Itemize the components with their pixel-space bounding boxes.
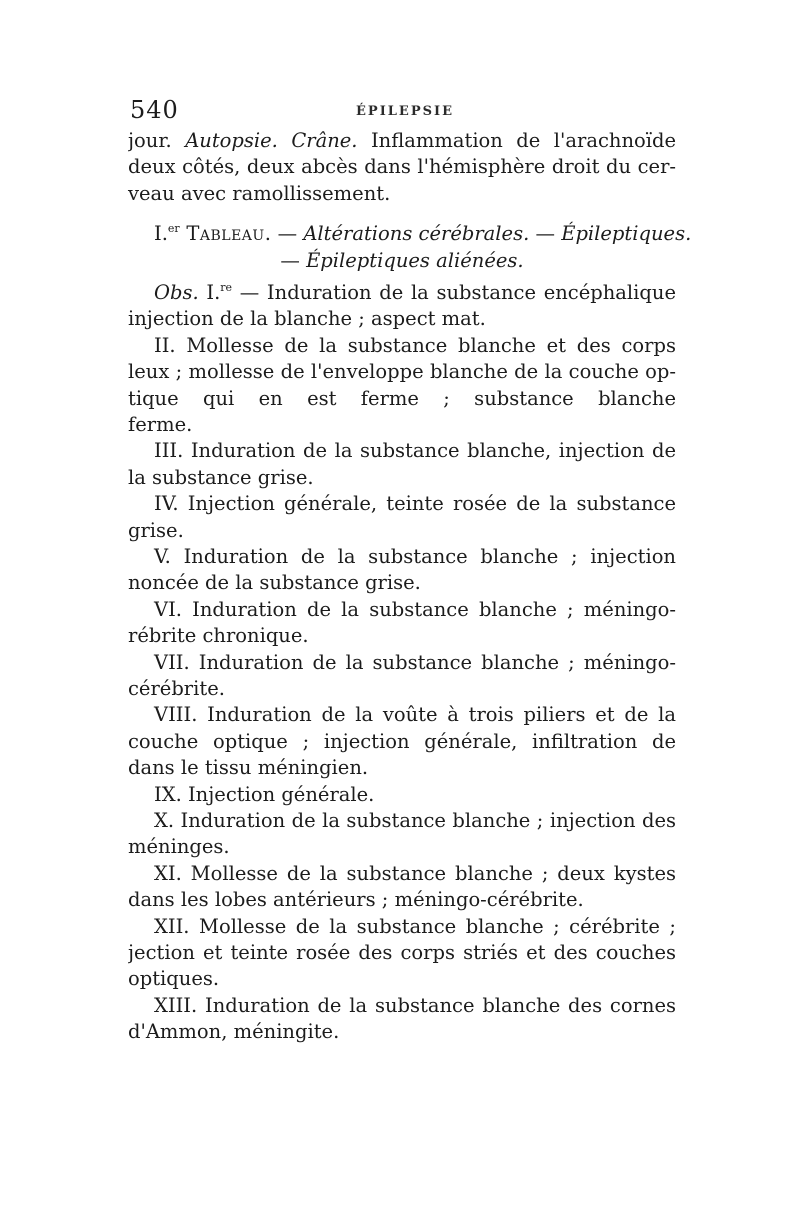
obs-number: I. — [198, 281, 221, 304]
dash: — — [529, 222, 562, 246]
dash: — — [271, 222, 304, 246]
text-run: Inflammation de l'arachnoïde — [370, 129, 676, 152]
heading-title: Épileptiques. — [561, 222, 692, 246]
observation-12 — [128, 914, 676, 993]
heading-title: Épileptiques aliénées. — [306, 248, 524, 272]
observation-2 — [128, 333, 676, 439]
text-line: dans les lobes antérieurs ; méningo-cérébrite. — [128, 888, 584, 912]
superscript: er — [167, 222, 180, 236]
text-line: II. Mollesse de la substance blanche et des corps — [154, 333, 676, 357]
text-line: grise. — [128, 518, 184, 542]
running-head — [130, 96, 680, 130]
text-line: X. Induration de la substance blanche ; injection des — [154, 808, 676, 832]
text-line: V. Induration de la substance blanche ; injection — [154, 544, 676, 568]
heading-title: Altérations cérébrales. — [303, 222, 530, 246]
observation-5 — [128, 544, 676, 597]
text-line: XII. Mollesse de la substance blanche ; cérébrite ; — [154, 914, 676, 938]
text-line: la substance grise. — [128, 465, 314, 489]
text-run: — Induration de la substance encéphalique — [239, 281, 676, 304]
body-text — [128, 128, 692, 1046]
text-line — [128, 280, 676, 306]
text-line — [128, 221, 692, 247]
tableau-heading — [128, 221, 692, 274]
observation-4 — [128, 491, 676, 544]
observation-11 — [128, 861, 676, 914]
text-line: noncée de la substance grise. — [128, 571, 421, 595]
text-line: optiques. — [128, 967, 220, 991]
text-line — [128, 248, 676, 274]
observation-9 — [128, 782, 676, 808]
text-line: VII. Induration de la substance blanche ; méningo- — [154, 650, 676, 674]
obs-label: Obs. — [154, 281, 199, 304]
heading-caps: Tableau. — [179, 222, 272, 246]
page-number: 540 — [130, 96, 179, 124]
text-line: veau avec ramollissement. — [128, 181, 391, 205]
text-line: XI. Mollesse de la substance blanche ; deux kystes — [154, 861, 676, 885]
observation-13 — [128, 993, 676, 1046]
text-line: rébrite chronique. — [128, 624, 309, 648]
heading-label: I. — [154, 222, 168, 246]
observation-7 — [128, 650, 676, 703]
superscript: re — [220, 281, 233, 294]
text-line: leux ; mollesse de l'enveloppe blanche de la couche op- — [128, 360, 676, 384]
text-line: ferme. — [128, 412, 193, 436]
text-line: IV. Injection générale, teinte rosée de la substance — [154, 492, 676, 516]
text-line: XIII. Induration de la substance blanche des cornes — [154, 993, 676, 1017]
observation-10 — [128, 808, 676, 861]
text-line: deux côtés, deux abcès dans l'hémisphère droit du cer- — [128, 155, 676, 179]
text-line: injection de la blanche ; aspect mat. — [128, 307, 486, 331]
italic-run: Autopsie. — [185, 129, 278, 152]
observation-3 — [128, 438, 676, 491]
text-run: jour. — [128, 129, 186, 152]
observation-1 — [128, 280, 676, 333]
text-line: d'Ammon, méningite. — [128, 1020, 340, 1044]
text-line: IX. Injection générale. — [154, 782, 375, 806]
text-line — [128, 128, 676, 154]
dash: — — [280, 248, 307, 272]
intro-paragraph — [128, 128, 676, 207]
text-line: couche optique ; injection générale, infiltration de — [128, 729, 676, 753]
text-line: VIII. Induration de la voûte à trois piliers et de la — [154, 703, 676, 727]
observation-8 — [128, 702, 676, 781]
spacer — [128, 207, 676, 221]
text-line: méninges. — [128, 835, 230, 859]
text-line: III. Induration de la substance blanche, injection de — [154, 439, 676, 463]
observation-6 — [128, 597, 676, 650]
text-run — [278, 129, 291, 152]
italic-run: Crâne. — [291, 129, 358, 152]
text-line: jection et teinte rosée des corps striés et des couches — [128, 940, 676, 964]
text-line: dans le tissu méningien. — [128, 756, 369, 780]
text-line: tique qui en est ferme ; substance blanche — [128, 386, 676, 410]
text-line: VI. Induration de la substance blanche ; méningo- — [154, 597, 676, 621]
running-title: ÉPILEPSIE — [356, 104, 454, 119]
text-line: cérébrite. — [128, 676, 225, 700]
